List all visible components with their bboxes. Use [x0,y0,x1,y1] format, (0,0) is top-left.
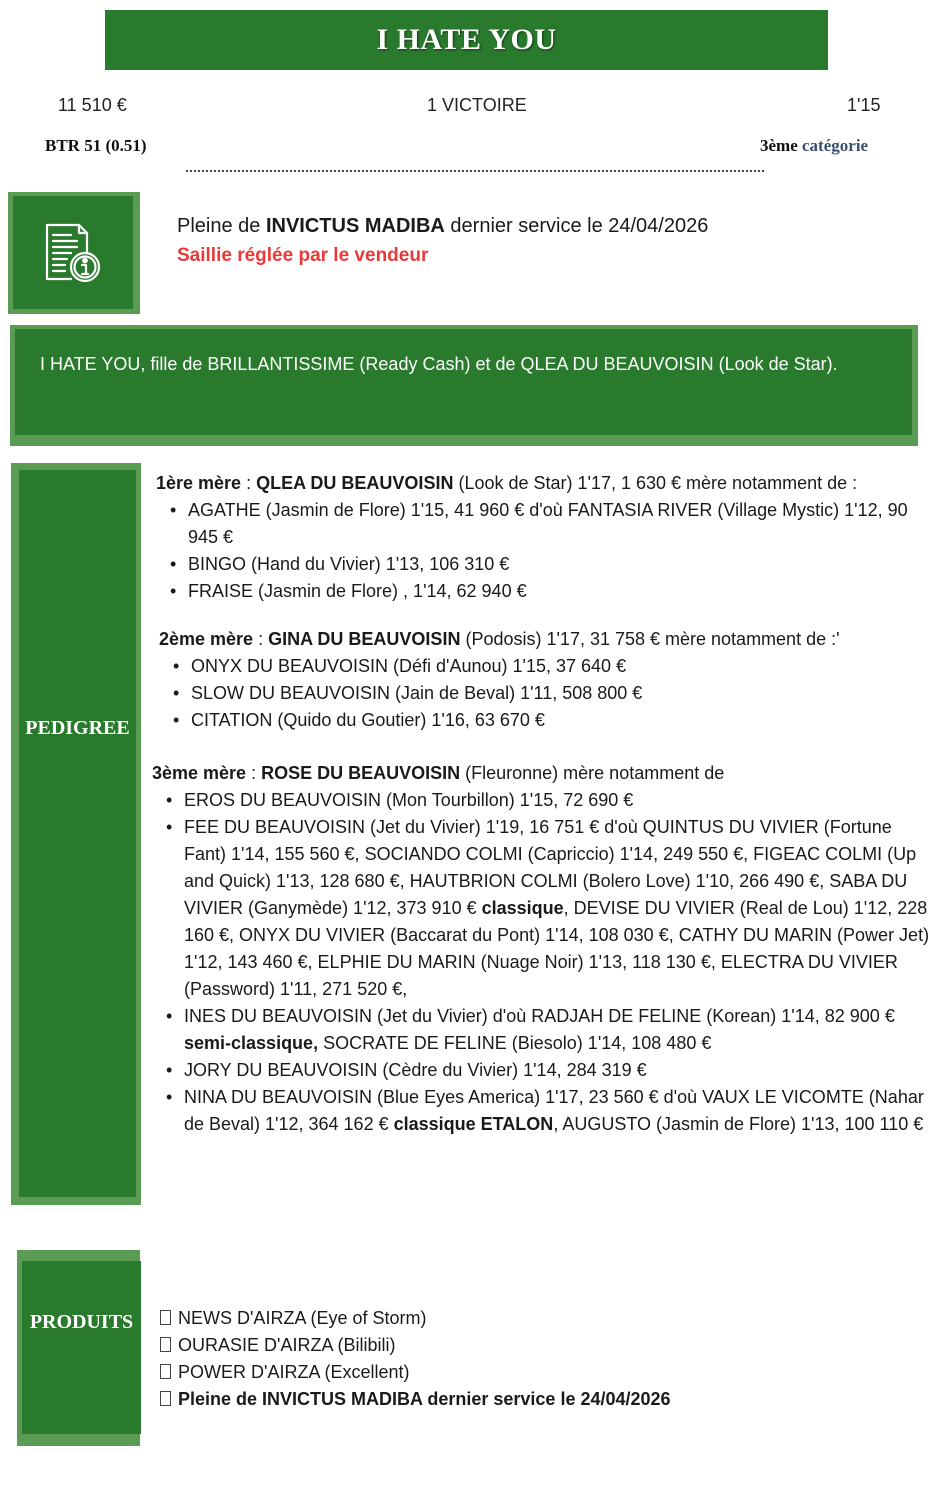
info-text [177,211,708,271]
checkbox-icon [160,1391,171,1406]
product-text: NEWS D'AIRZA (Eye of Storm) [178,1308,427,1328]
description-text: I HATE YOU, fille de BRILLANTISSIME (Ready Cash) et de QLEA DU BEAUVOISIN (Look de Star). [40,354,838,374]
product-text: OURASIE D'AIRZA (Bilibili) [178,1335,396,1355]
product-text: POWER D'AIRZA (Excellent) [178,1362,410,1382]
dam1-name: QLEA DU BEAUVOISIN [256,473,454,493]
dam3-name: ROSE DU BEAUVOISIN [261,763,461,783]
title-banner [105,10,828,70]
item-text: FEE DU BEAUVOISIN (Jet du Vivier) 1'19, 16 751 € d'où QUINTUS DU VIVIER (Fortune Fant) 1'14, 155 560 €, SOCIANDO COLMI (Capriccio) 1'14, 249 550 €, FIGEAC COLMI (Up and Quick) 1'13, 128 680 €, HAUTBRION COLMI (Bolero Love) 1'10, 266 490 €, SABA DU VIVIER (Ganymède) 1'12, 373 910 € [184,817,917,918]
list-item [160,1305,671,1332]
dam2-sep: : [253,629,269,649]
dam1-list [156,497,931,605]
info-stallion: INVICTUS MADIBA [265,215,445,237]
list-item: • BINGO (Hand du Vivier) 1'13, 106 310 € [156,551,931,578]
dam3-rank: 3ème mère [152,763,247,783]
dam2-section [159,626,929,734]
info-line-suffix: dernier service le 24/04/2026 [444,215,709,237]
dam1-heading [156,470,931,497]
dam1-rest: (Look de Star) 1'17, 1 630 € mère notamment de : [453,473,858,493]
list-item: • EROS DU BEAUVOISIN (Mon Tourbillon) 1'15, 72 690 € [152,787,930,814]
info-line [177,211,708,241]
record-value: 1'15 [847,95,881,115]
info-box [13,196,133,309]
product-text: Pleine de INVICTUS MADIBA dernier service le 24/04/2026 [178,1389,671,1409]
item-bold: classique ETALON [393,1114,554,1134]
list-item [152,1003,930,1057]
list-item [152,814,930,1003]
checkbox-icon [160,1364,171,1379]
document-info-icon [41,221,105,285]
item-bold: semi-classique, [184,1033,319,1053]
dam3-section [152,760,930,1138]
category-value [760,136,868,156]
products-label: PRODUITS [29,1311,134,1333]
dam2-list [159,653,929,734]
dotted-divider [186,170,764,172]
wins-value: 1 VICTOIRE [427,95,527,115]
list-item [160,1332,671,1359]
list-item [152,1084,930,1138]
dam3-list [152,787,930,1138]
description-box [15,329,912,435]
item-text: NINA DU BEAUVOISIN (Blue Eyes America) 1'17, 23 560 € d'où VAUX LE VICOMTE (Nahar de Beval) 1'12, 364 162 € [184,1087,924,1134]
dam1-rank: 1ère mère [156,473,242,493]
list-item: • FRAISE (Jasmin de Flore) , 1'14, 62 940 € [156,578,931,605]
list-item [160,1359,671,1386]
list-item: • AGATHE (Jasmin de Flore) 1'15, 41 960 € d'où FANTASIA RIVER (Village Mystic) 1'12, 90 945 € [156,497,931,551]
list-item: • SLOW DU BEAUVOISIN (Jain de Beval) 1'11, 508 800 € [159,680,929,707]
dam1-sep: : [241,473,257,493]
list-item: • ONYX DU BEAUVOISIN (Défi d'Aunou) 1'15, 37 640 € [159,653,929,680]
info-line-prefix: Pleine de [177,215,266,237]
pedigree-box [19,470,136,1197]
item-text: , AUGUSTO (Jasmin de Flore) 1'13, 100 110 € [553,1114,924,1134]
pedigree-label: PEDIGREE [25,717,130,739]
dam2-name: GINA DU BEAUVOISIN [268,629,461,649]
products-box [22,1261,141,1434]
dam2-rank: 2ème mère [159,629,254,649]
dam3-heading [152,760,930,787]
dam3-rest: (Fleuronne) mère notamment de [460,763,725,783]
dam1-section [156,470,931,605]
dam2-rest: (Podosis) 1'17, 31 758 € mère notamment de :' [460,629,840,649]
item-text: SOCRATE DE FELINE (Biesolo) 1'14, 108 480 € [318,1033,712,1053]
btr-value: BTR 51 (0.51) [45,136,147,155]
item-text: , DEVISE DU VIVIER (Real de Lou) 1'12, 228 160 €, ONYX DU VIVIER (Baccarat du Pont) 1'14, 108 030 €, CATHY DU MARIN (Power Jet) 1'12, 143 460 €, ELPHIE DU MARIN (Nuage Noir) 1'13, 118 130 €, ELECTRA DU VIVIER (Password) 1'11, 271 520 €, [184,898,930,999]
checkbox-icon [160,1337,171,1352]
category-prefix: 3ème [760,136,798,155]
dam2-heading [159,626,929,653]
products-list [160,1305,671,1413]
list-item [160,1386,671,1413]
list-item: • CITATION (Quido du Goutier) 1'16, 63 670 € [159,707,929,734]
page-title: I HATE YOU [376,23,557,56]
list-item: • JORY DU BEAUVOISIN (Cèdre du Vivier) 1'14, 284 319 € [152,1057,930,1084]
dam3-sep: : [246,763,262,783]
earnings-value: 11 510 € [58,95,127,115]
checkbox-icon [160,1310,171,1325]
info-note: Saillie réglée par le vendeur [177,245,429,266]
item-text: INES DU BEAUVOISIN (Jet du Vivier) d'où RADJAH DE FELINE (Korean) 1'14, 82 900 € [184,1006,895,1026]
item-bold: classique [481,898,564,918]
category-word: catégorie [802,136,869,155]
